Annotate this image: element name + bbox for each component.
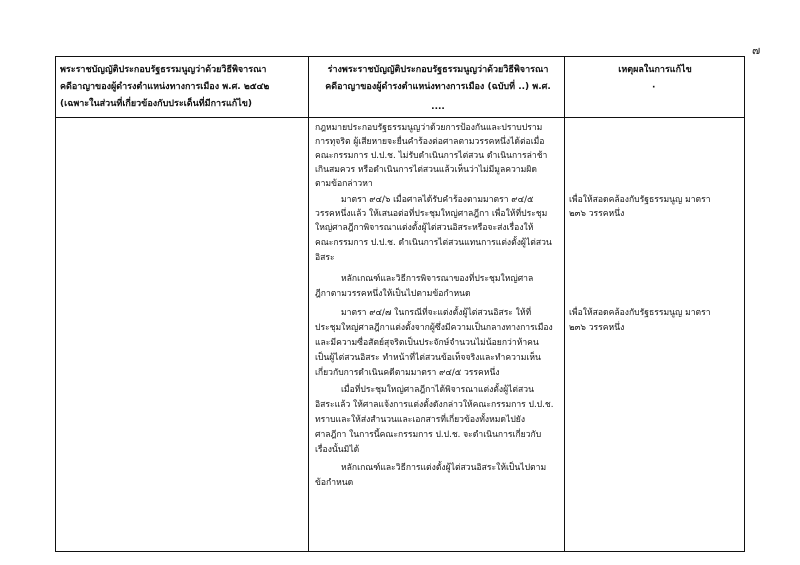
draft-text-line: คณะกรรมการ ป.ป.ช. ดำเนินการไต่สวนแทนการแต่งตั้งผู้ไต่สวน: [315, 238, 552, 248]
draft-text-line: ข้อกำหนด: [315, 478, 354, 488]
comparison-table: [55, 56, 745, 552]
header-draft-law-line: ร่างพระราชบัญญัติประกอบรัฐธรรมนูญว่าด้วยวิธีพิจารณา: [327, 65, 549, 75]
header-draft-law-line: คดีอาญาของผู้ดำรงตำแหน่งทางการเมือง (ฉบับที่ ..) พ.ศ. ....: [325, 82, 551, 112]
draft-text-line: ทราบและให้ส่งสำนวนและเอกสารที่เกี่ยวข้องทั้งหมดไปยัง: [315, 415, 526, 425]
draft-text-line: อิสระ: [315, 253, 335, 263]
draft-text-line: เกินสมควร หรือดำเนินการไต่สวนแล้วเห็นว่าไม่มีมูลความผิด: [315, 165, 537, 175]
draft-text-line: มาตรา ๙๔/๗ ในกรณีที่จะแต่งตั้งผู้ไต่สวนอิสระ ให้ที่: [341, 308, 532, 318]
page-number: ๗: [752, 44, 761, 57]
draft-text-line: อิสระแล้ว ให้ศาลแจ้งการแต่งตั้งดังกล่าวให้คณะกรรมการ ป.ป.ช.: [315, 400, 554, 410]
draft-text-line: คณะกรรมการ ป.ป.ช. ไม่รับดำเนินการไต่สวน ดำเนินการล่าช้า: [315, 151, 548, 161]
header-current-law: [60, 60, 269, 114]
column-divider-2: [564, 57, 565, 551]
draft-text-line: วรรคหนึ่งแล้ว ให้เสนอต่อที่ประชุมใหญ่ศาลฎีกา เพื่อให้ที่ประชุม: [315, 209, 548, 219]
reason-text-line: ๒๓๖ วรรคหนึ่ง: [569, 323, 625, 333]
draft-text-line: ประชุมใหญ่ศาลฎีกาแต่งตั้งจากผู้ซึ่งมีความเป็นกลางทางการเมือง: [315, 323, 553, 333]
draft-text-line: กฎหมายประกอบรัฐธรรมนูญว่าด้วยการป้องกันและปราบปราม: [315, 123, 543, 133]
header-current-law-line: (เฉพาะในส่วนที่เกี่ยวข้องกับประเด็นที่มีการแก้ไข): [60, 99, 252, 109]
draft-text-line: ตามข้อกล่าวหา: [315, 179, 373, 189]
draft-text-line: เมื่อที่ประชุมใหญ่ศาลฎีกาได้พิจารณาแต่งตั้งผู้ไต่สวน: [341, 385, 534, 395]
draft-text-line: ฎีกาตามวรรคหนึ่งให้เป็นไปตามข้อกำหนด: [315, 289, 471, 299]
header-draft-law: [318, 60, 558, 117]
draft-text-line: หลักเกณฑ์และวิธีการพิจารณาของที่ประชุมใหญ่ศาล: [341, 274, 534, 284]
draft-text-line: เป็นผู้ไต่สวนอิสระ ทำหน้าที่ไต่สวนข้อเท็จจริงและทำความเห็น: [315, 353, 541, 363]
draft-text-line: มาตรา ๙๔/๖ เมื่อศาลได้รับคำร้องตามมาตรา ๙๔/๕: [341, 195, 534, 205]
reason-text-line: ๒๓๖ วรรคหนึ่ง: [569, 209, 625, 219]
ink-mark: ·: [652, 83, 656, 93]
header-divider: [56, 117, 744, 118]
draft-text-line: หลักเกณฑ์และวิธีการแต่งตั้งผู้ไต่สวนอิสระให้เป็นไปตาม: [341, 463, 547, 473]
draft-text-line: เรื่องนั้นมิได้: [315, 445, 360, 455]
reason-text-line: เพื่อให้สอดคล้องกับรัฐธรรมนูญ มาตรา: [569, 308, 711, 318]
header-current-law-line: คดีอาญาของผู้ดำรงตำแหน่งทางการเมือง พ.ศ. ๒๕๔๒: [60, 82, 270, 92]
header-reasons-label: เหตุผลในการแก้ไข: [618, 65, 692, 75]
column-divider-1: [308, 57, 309, 551]
draft-text-line: และมีความซื่อสัตย์สุจริตเป็นประจักษ์จำนวนไม่น้อยกว่าห้าคน: [315, 338, 539, 348]
draft-text-line: เกี่ยวกับการดำเนินคดีตามมาตรา ๙๔/๕ วรรคหนึ่ง: [315, 368, 500, 378]
draft-text-line: ใหญ่ศาลฎีกาพิจารณาแต่งตั้งผู้ไต่สวนอิสระหรือจะส่งเรื่องให้: [315, 223, 534, 233]
header-current-law-line: พระราชบัญญัติประกอบรัฐธรรมนูญว่าด้วยวิธีพิจารณา: [60, 65, 267, 75]
draft-text-line: ศาลฎีกา ในการนี้คณะกรรมการ ป.ป.ช. จะดำเนินการเกี่ยวกับ: [315, 430, 542, 440]
draft-text-line: การทุจริต ผู้เสียหายจะยื่นคำร้องต่อศาลตามวรรคหนึ่งได้ต่อเมื่อ: [315, 137, 545, 147]
header-reasons: [568, 60, 742, 93]
reason-text-line: เพื่อให้สอดคล้องกับรัฐธรรมนูญ มาตรา: [569, 195, 711, 205]
